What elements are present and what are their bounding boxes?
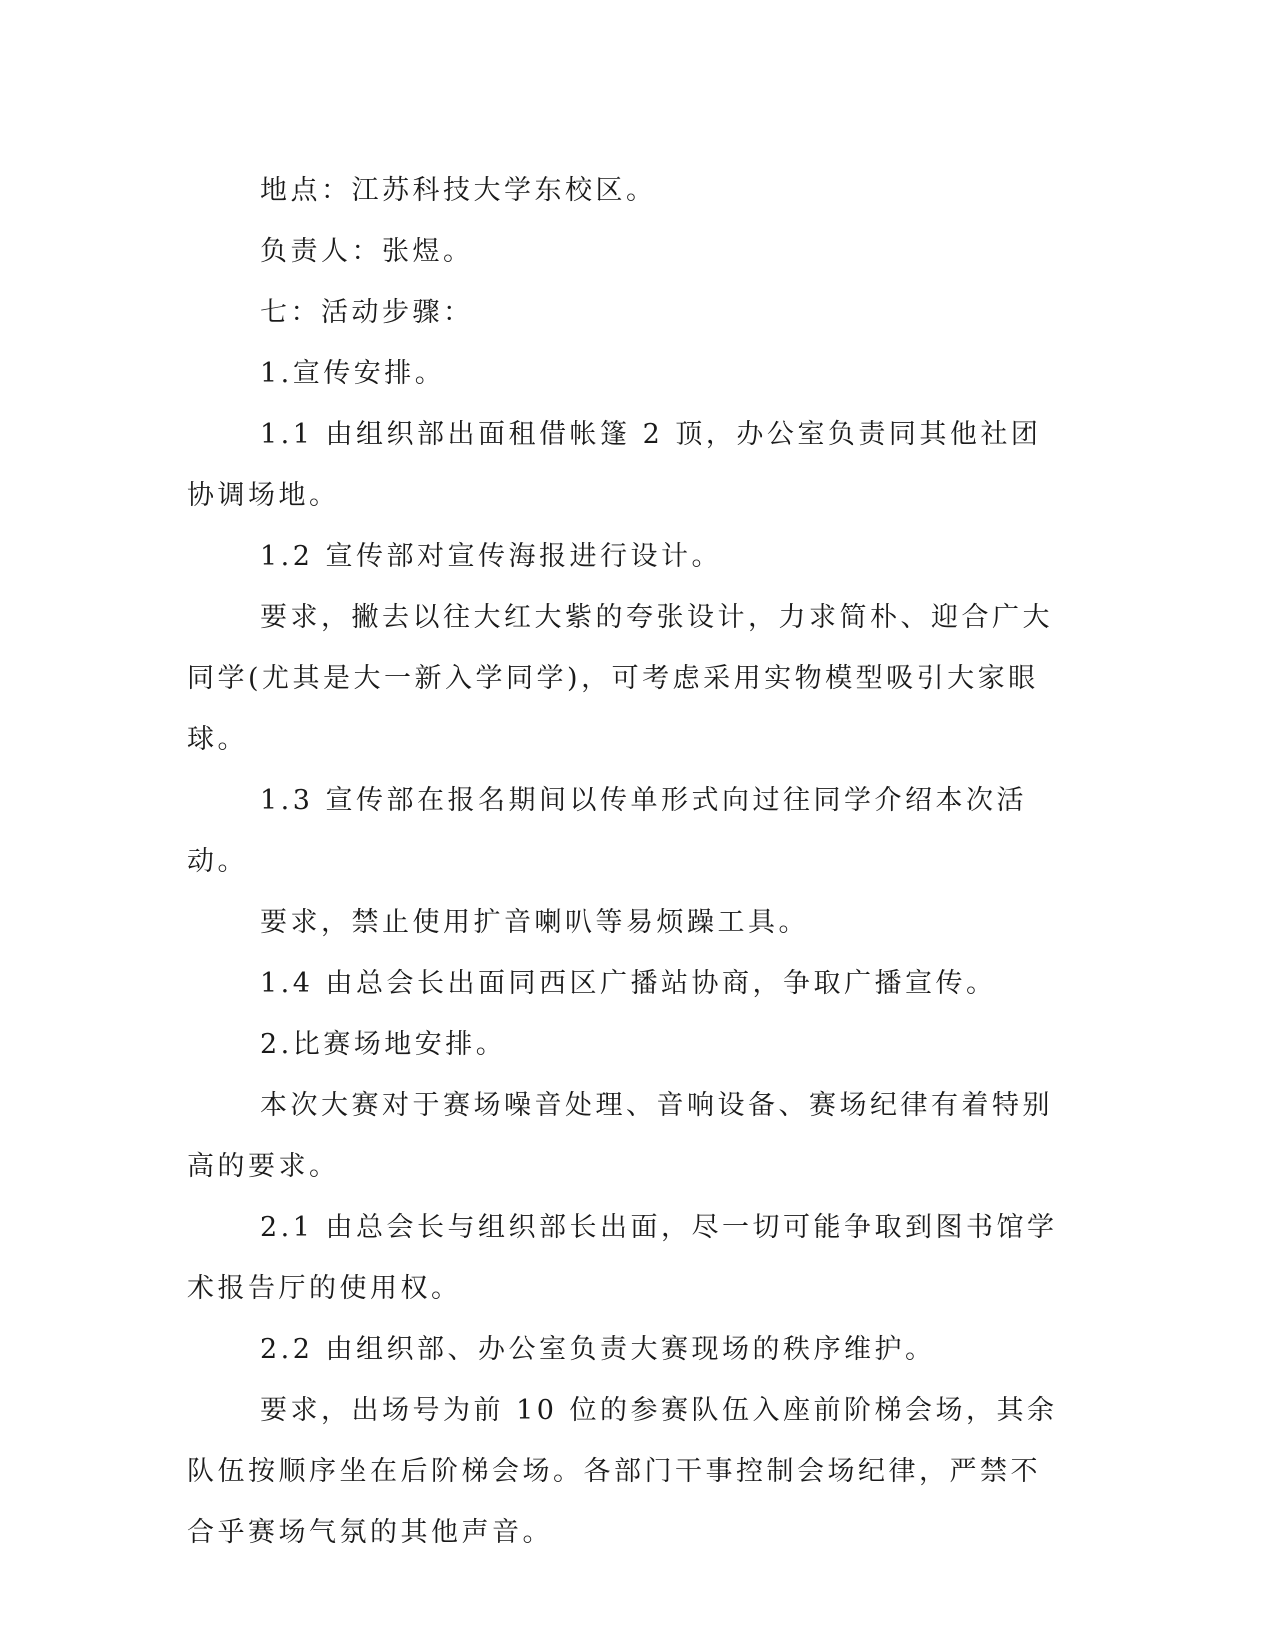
paragraph-step-2-2: 2.2 由组织部、办公室负责大赛现场的秩序维护。: [260, 1334, 936, 1365]
paragraph-step-1-4: 1.4 由总会长出面同西区广播站协商，争取广播宣传。: [260, 968, 997, 999]
paragraph-step-1-1: 1.1 由组织部出面租借帐篷 2 顶，办公室负责同其他社团协调场地。: [187, 419, 1042, 511]
paragraph-requirement-1: 要求，撇去以往大红大紫的夸张设计，力求简朴、迎合广大同学(尤其是大一新入学同学)，可考虑采用实物模型吸引大家眼球。: [187, 602, 1053, 755]
paragraph-requirement-3: 要求，出场号为前 10 位的参赛队伍入座前阶梯会场，其余队伍按顺序坐在后阶梯会场。各部门干事控制会场纪律，严禁不合乎赛场气氛的其他声音。: [187, 1395, 1058, 1548]
paragraph-person-in-charge: 负责人：张煜。: [260, 236, 474, 267]
document-body: [187, 160, 1067, 1563]
step-heading-2: 2.比赛场地安排。: [260, 1029, 507, 1060]
section-heading-seven: 七：活动步骤：: [260, 297, 474, 328]
paragraph-step-2-1: 2.1 由总会长与组织部长出面，尽一切可能争取到图书馆学术报告厅的使用权。: [187, 1212, 1058, 1304]
paragraph-location: 地点：江苏科技大学东校区。: [260, 175, 657, 206]
step-heading-1: 1.宣传安排。: [260, 358, 446, 389]
paragraph-venue-note: 本次大赛对于赛场噪音处理、音响设备、赛场纪律有着特别高的要求。: [187, 1090, 1053, 1182]
paragraph-requirement-2: 要求，禁止使用扩音喇叭等易烦躁工具。: [260, 907, 809, 938]
paragraph-step-1-3: 1.3 宣传部在报名期间以传单形式向过往同学介绍本次活动。: [187, 785, 1028, 877]
paragraph-step-1-2: 1.2 宣传部对宣传海报进行设计。: [260, 541, 723, 572]
